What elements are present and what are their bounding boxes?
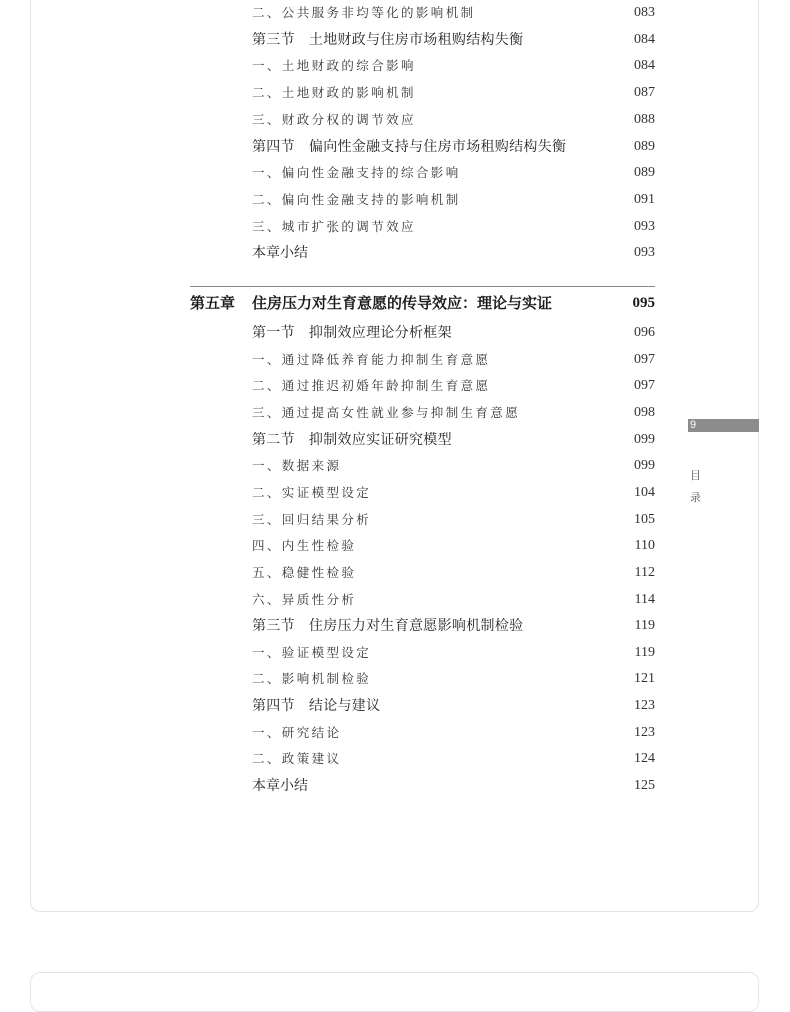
- page-ref: 098: [634, 404, 655, 420]
- side-label-char: 目: [690, 469, 701, 482]
- toc-summary-row: [252, 242, 655, 264]
- page-ref: 121: [634, 671, 655, 687]
- page-ref: 119: [634, 618, 655, 634]
- toc-item-row: [252, 55, 655, 77]
- toc-item-row: [252, 2, 655, 24]
- page-ref: 125: [634, 778, 655, 794]
- page-ref: 114: [634, 591, 655, 607]
- page-ref: 093: [634, 245, 655, 261]
- section-title: [252, 429, 452, 451]
- item-title: 二、影响机制检验: [252, 671, 372, 687]
- item-title: 二、政策建议: [252, 751, 342, 767]
- item-title: 二、土地财政的影响机制: [252, 85, 416, 101]
- toc-item-row: [252, 82, 655, 104]
- page-ref: 112: [634, 564, 655, 580]
- page-ref: 088: [634, 111, 655, 127]
- toc-section-row: [252, 29, 655, 51]
- section-name: 偏向性金融支持与住房市场租购结构失衡: [308, 138, 567, 155]
- toc-item-row: [252, 642, 655, 664]
- page-ref: 087: [634, 85, 655, 101]
- page-ref: 097: [634, 378, 655, 394]
- toc-section-row: [252, 136, 655, 158]
- section-number: 第一节: [252, 325, 295, 341]
- page-ref: 096: [634, 325, 655, 340]
- page-number: 9: [690, 419, 697, 431]
- section-title: [252, 136, 566, 158]
- toc-item-row: [252, 402, 655, 424]
- chapter-page: 095: [632, 295, 655, 311]
- page-number-tab: [688, 419, 759, 432]
- section-name: 住房压力对生育意愿影响机制检验: [308, 618, 524, 635]
- page-ref: 084: [634, 58, 655, 74]
- summary-title: 本章小结: [252, 778, 308, 795]
- item-title: 五、稳健性检验: [252, 564, 357, 580]
- page-ref: 099: [634, 458, 655, 474]
- page-ref: 097: [634, 351, 655, 367]
- toc-section-row: [252, 429, 655, 451]
- next-page-card: [30, 972, 759, 1012]
- toc-item-row: [252, 375, 655, 397]
- section-name: 抑制效应实证研究模型: [308, 431, 452, 448]
- page-ref: 091: [634, 191, 655, 207]
- page-ref: 124: [634, 751, 655, 767]
- chapter-number: 第五章: [190, 294, 236, 312]
- section-number: 第二节: [252, 431, 295, 448]
- section-number: 第四节: [252, 138, 295, 155]
- page-ref: 119: [634, 644, 655, 660]
- item-title: 三、回归结果分析: [252, 511, 372, 527]
- toc-item-row: [252, 562, 655, 584]
- item-title: 一、研究结论: [252, 724, 342, 740]
- item-title: 一、土地财政的综合影响: [252, 58, 416, 74]
- item-title: 二、偏向性金融支持的影响机制: [252, 191, 461, 207]
- side-label-char: 录: [690, 491, 701, 504]
- page-ref: 104: [634, 484, 655, 500]
- page-ref: 123: [634, 698, 655, 714]
- toc-summary-row: [252, 775, 655, 797]
- toc-item-row: [252, 722, 655, 744]
- toc-item-row: [252, 535, 655, 557]
- chapter-title: 住房压力对生育意愿的传导效应：理论与实证: [252, 294, 553, 312]
- item-title: 四、内生性检验: [252, 538, 357, 554]
- page-ref: 084: [634, 31, 655, 47]
- page-ref: 110: [634, 538, 655, 554]
- section-title: [252, 29, 523, 51]
- item-title: 三、财政分权的调节效应: [252, 111, 416, 127]
- item-title: 三、城市扩张的调节效应: [252, 218, 416, 234]
- page-ref: 093: [634, 218, 655, 234]
- page-ref: 089: [634, 165, 655, 181]
- page-ref: 123: [634, 724, 655, 740]
- section-title: [252, 322, 452, 344]
- section-name: 抑制效应理论分析框架: [308, 325, 452, 341]
- item-title: 二、公共服务非均等化的影响机制: [252, 5, 476, 20]
- item-title: 六、异质性分析: [252, 591, 357, 607]
- toc-section-row: [252, 615, 655, 637]
- toc-item-row: [252, 216, 655, 238]
- toc-item-row: [252, 668, 655, 690]
- section-number: 第三节: [252, 618, 295, 635]
- toc-item-row: [252, 509, 655, 531]
- toc-item-row: [252, 162, 655, 184]
- section-number: 第三节: [252, 31, 295, 48]
- item-title: 二、实证模型设定: [252, 484, 372, 500]
- item-title: 一、通过降低养育能力抑制生育意愿: [252, 351, 491, 367]
- summary-title: 本章小结: [252, 245, 308, 262]
- toc-item-row: [252, 455, 655, 477]
- item-title: 二、通过推迟初婚年龄抑制生育意愿: [252, 378, 491, 394]
- toc-item-row: [252, 482, 655, 504]
- item-title: 一、数据来源: [252, 458, 342, 474]
- chapter-divider: [190, 286, 655, 287]
- toc-item-row: [252, 349, 655, 371]
- toc-item-row: [252, 109, 655, 131]
- item-title: 三、通过提高女性就业参与抑制生育意愿: [252, 404, 521, 420]
- item-title: 一、偏向性金融支持的综合影响: [252, 165, 461, 181]
- toc-item-row: [252, 589, 655, 611]
- section-title: [252, 695, 380, 717]
- section-name: 结论与建议: [308, 698, 381, 715]
- toc-item-row: [252, 748, 655, 770]
- page-ref: 105: [634, 511, 655, 527]
- toc-item-row: [252, 189, 655, 211]
- toc-section-row: [252, 322, 655, 344]
- page-ref: 083: [634, 5, 655, 20]
- page-ref: 099: [634, 431, 655, 447]
- section-name: 土地财政与住房市场租购结构失衡: [308, 31, 524, 48]
- section-title: [252, 615, 523, 637]
- chapter-heading: [190, 291, 655, 315]
- page-ref: 089: [634, 138, 655, 154]
- section-number: 第四节: [252, 698, 295, 715]
- toc-section-row: [252, 695, 655, 717]
- item-title: 一、验证模型设定: [252, 644, 372, 660]
